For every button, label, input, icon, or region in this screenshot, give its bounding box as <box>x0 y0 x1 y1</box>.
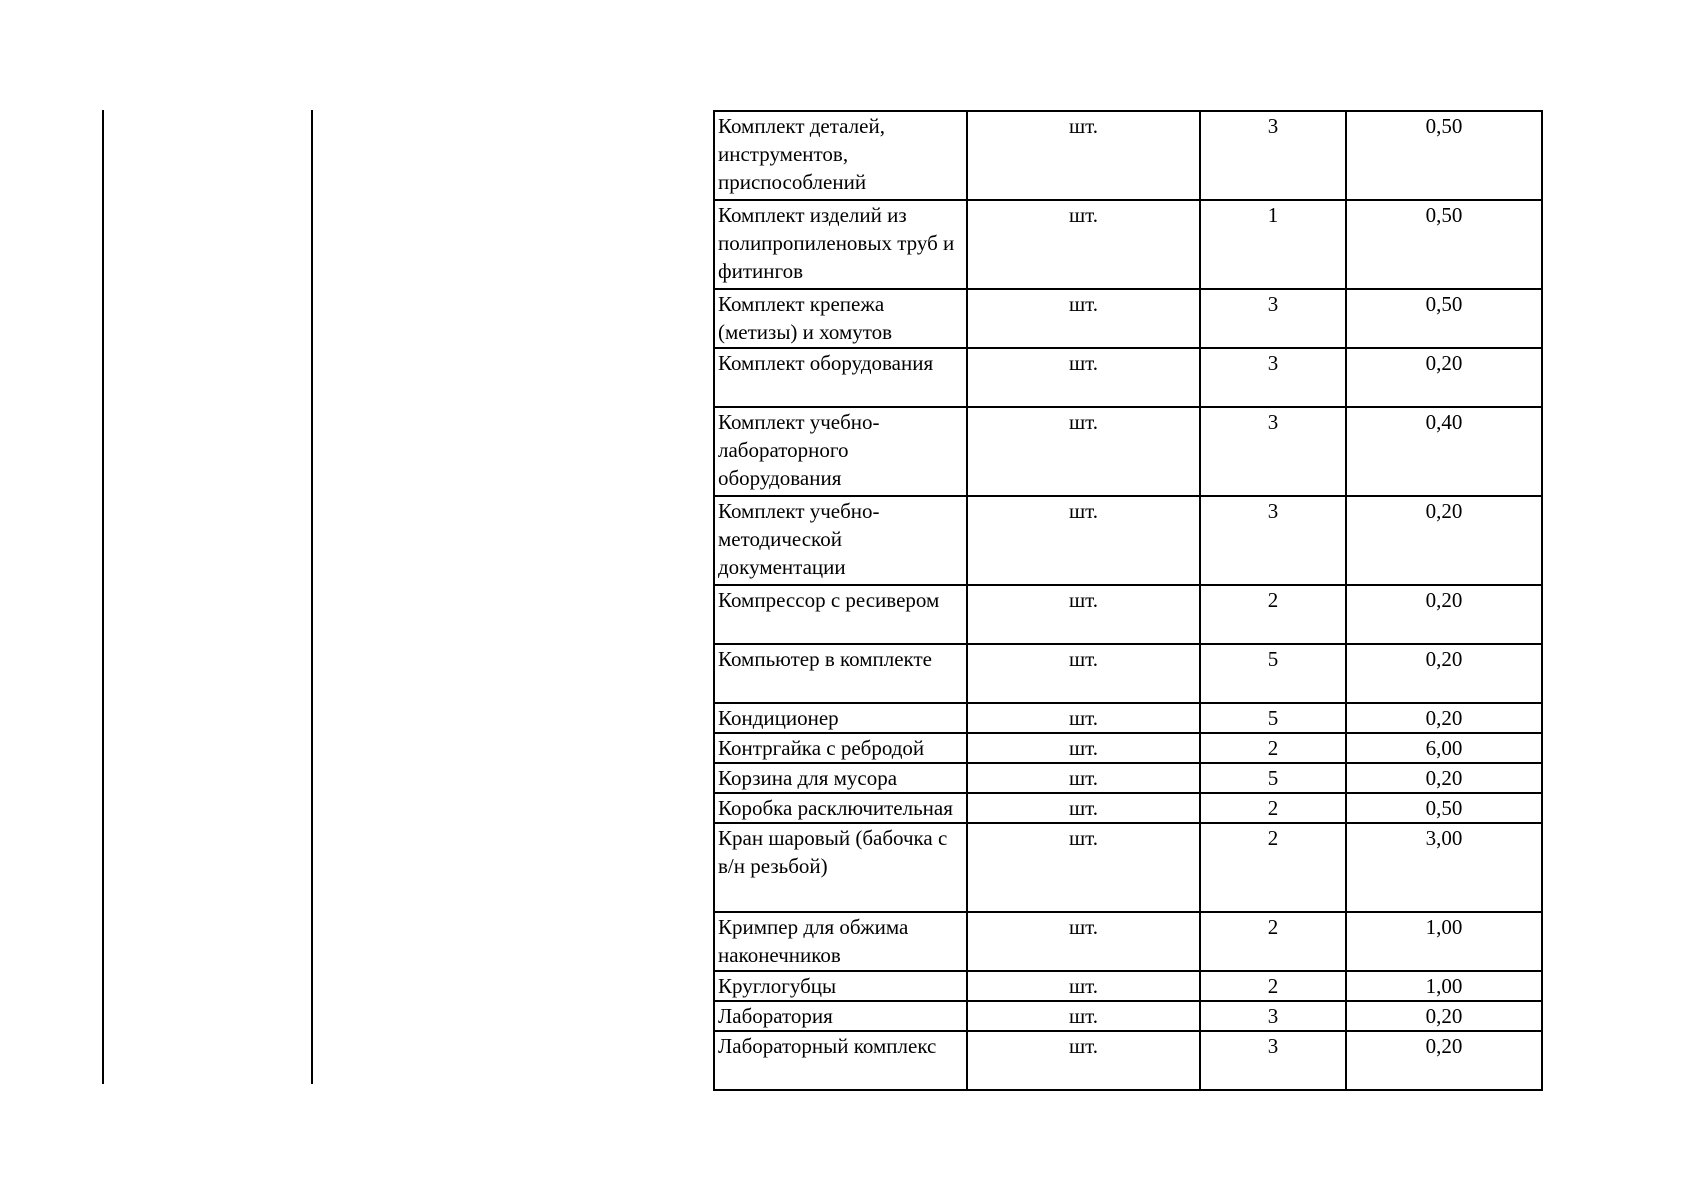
item-quantity: 2 <box>1200 971 1346 1001</box>
table-row <box>714 1001 1542 1031</box>
item-quantity: 2 <box>1200 793 1346 823</box>
item-unit: шт. <box>967 971 1200 1001</box>
table-row <box>714 793 1542 823</box>
item-quantity: 5 <box>1200 644 1346 703</box>
item-name: Кримпер для обжима наконечников <box>714 912 967 971</box>
item-norm: 1,00 <box>1346 912 1542 971</box>
item-norm: 0,20 <box>1346 703 1542 733</box>
item-name: Комплект учебно-лабораторного оборудования <box>714 407 967 496</box>
item-quantity: 3 <box>1200 407 1346 496</box>
item-unit: шт. <box>967 763 1200 793</box>
item-name: Комплект изделий из полипропиленовых труб и фитингов <box>714 200 967 289</box>
item-norm: 0,20 <box>1346 348 1542 407</box>
item-quantity: 3 <box>1200 1031 1346 1090</box>
item-unit: шт. <box>967 585 1200 644</box>
item-unit: шт. <box>967 703 1200 733</box>
item-norm: 6,00 <box>1346 733 1542 763</box>
item-unit: шт. <box>967 348 1200 407</box>
item-norm: 0,20 <box>1346 644 1542 703</box>
item-norm: 0,40 <box>1346 407 1542 496</box>
table-row <box>714 200 1542 289</box>
item-name: Комплект крепежа (метизы) и хомутов <box>714 289 967 348</box>
item-unit: шт. <box>967 111 1200 200</box>
item-unit: шт. <box>967 200 1200 289</box>
item-quantity: 2 <box>1200 912 1346 971</box>
item-quantity: 2 <box>1200 733 1346 763</box>
item-quantity: 2 <box>1200 823 1346 912</box>
item-norm: 0,20 <box>1346 496 1542 585</box>
item-norm: 1,00 <box>1346 971 1542 1001</box>
item-unit: шт. <box>967 289 1200 348</box>
item-unit: шт. <box>967 912 1200 971</box>
item-unit: шт. <box>967 644 1200 703</box>
item-quantity: 2 <box>1200 585 1346 644</box>
table-row <box>714 823 1542 912</box>
item-unit: шт. <box>967 1001 1200 1031</box>
item-unit: шт. <box>967 1031 1200 1090</box>
item-quantity: 3 <box>1200 1001 1346 1031</box>
item-quantity: 1 <box>1200 200 1346 289</box>
table-row <box>714 971 1542 1001</box>
table-row <box>714 348 1542 407</box>
table-row <box>714 703 1542 733</box>
table-row <box>714 644 1542 703</box>
item-quantity: 3 <box>1200 289 1346 348</box>
table-row <box>714 289 1542 348</box>
item-norm: 0,50 <box>1346 289 1542 348</box>
item-name: Контргайка с ребродой <box>714 733 967 763</box>
item-unit: шт. <box>967 407 1200 496</box>
item-name: Лабораторный комплекс <box>714 1031 967 1090</box>
item-unit: шт. <box>967 793 1200 823</box>
item-name: Комплект оборудования <box>714 348 967 407</box>
left-column-border <box>102 110 104 1084</box>
item-unit: шт. <box>967 823 1200 912</box>
item-name: Компрессор с ресивером <box>714 585 967 644</box>
item-name: Коробка расключительная <box>714 793 967 823</box>
table-row <box>714 912 1542 971</box>
item-name: Лаборатория <box>714 1001 967 1031</box>
item-name: Компьютер в комплекте <box>714 644 967 703</box>
item-norm: 3,00 <box>1346 823 1542 912</box>
item-quantity: 5 <box>1200 703 1346 733</box>
item-name: Комплект деталей, инструментов, приспособлений <box>714 111 967 200</box>
second-column-border <box>311 110 313 1084</box>
item-quantity: 3 <box>1200 496 1346 585</box>
item-name: Корзина для мусора <box>714 763 967 793</box>
table-row <box>714 1031 1542 1090</box>
item-norm: 0,20 <box>1346 763 1542 793</box>
item-norm: 0,20 <box>1346 1031 1542 1090</box>
item-unit: шт. <box>967 733 1200 763</box>
table-row <box>714 763 1542 793</box>
item-quantity: 5 <box>1200 763 1346 793</box>
table-row <box>714 496 1542 585</box>
item-quantity: 3 <box>1200 111 1346 200</box>
item-name: Комплект учебно-методической документации <box>714 496 967 585</box>
equipment-table <box>713 110 1543 1091</box>
item-name: Круглогубцы <box>714 971 967 1001</box>
table-row <box>714 111 1542 200</box>
table-row <box>714 733 1542 763</box>
item-quantity: 3 <box>1200 348 1346 407</box>
table-row <box>714 407 1542 496</box>
item-unit: шт. <box>967 496 1200 585</box>
item-norm: 0,20 <box>1346 585 1542 644</box>
item-norm: 0,50 <box>1346 111 1542 200</box>
item-norm: 0,50 <box>1346 200 1542 289</box>
item-name: Кран шаровый (бабочка с в/н резьбой) <box>714 823 967 912</box>
item-name: Кондиционер <box>714 703 967 733</box>
table-row <box>714 585 1542 644</box>
item-norm: 0,20 <box>1346 1001 1542 1031</box>
item-norm: 0,50 <box>1346 793 1542 823</box>
